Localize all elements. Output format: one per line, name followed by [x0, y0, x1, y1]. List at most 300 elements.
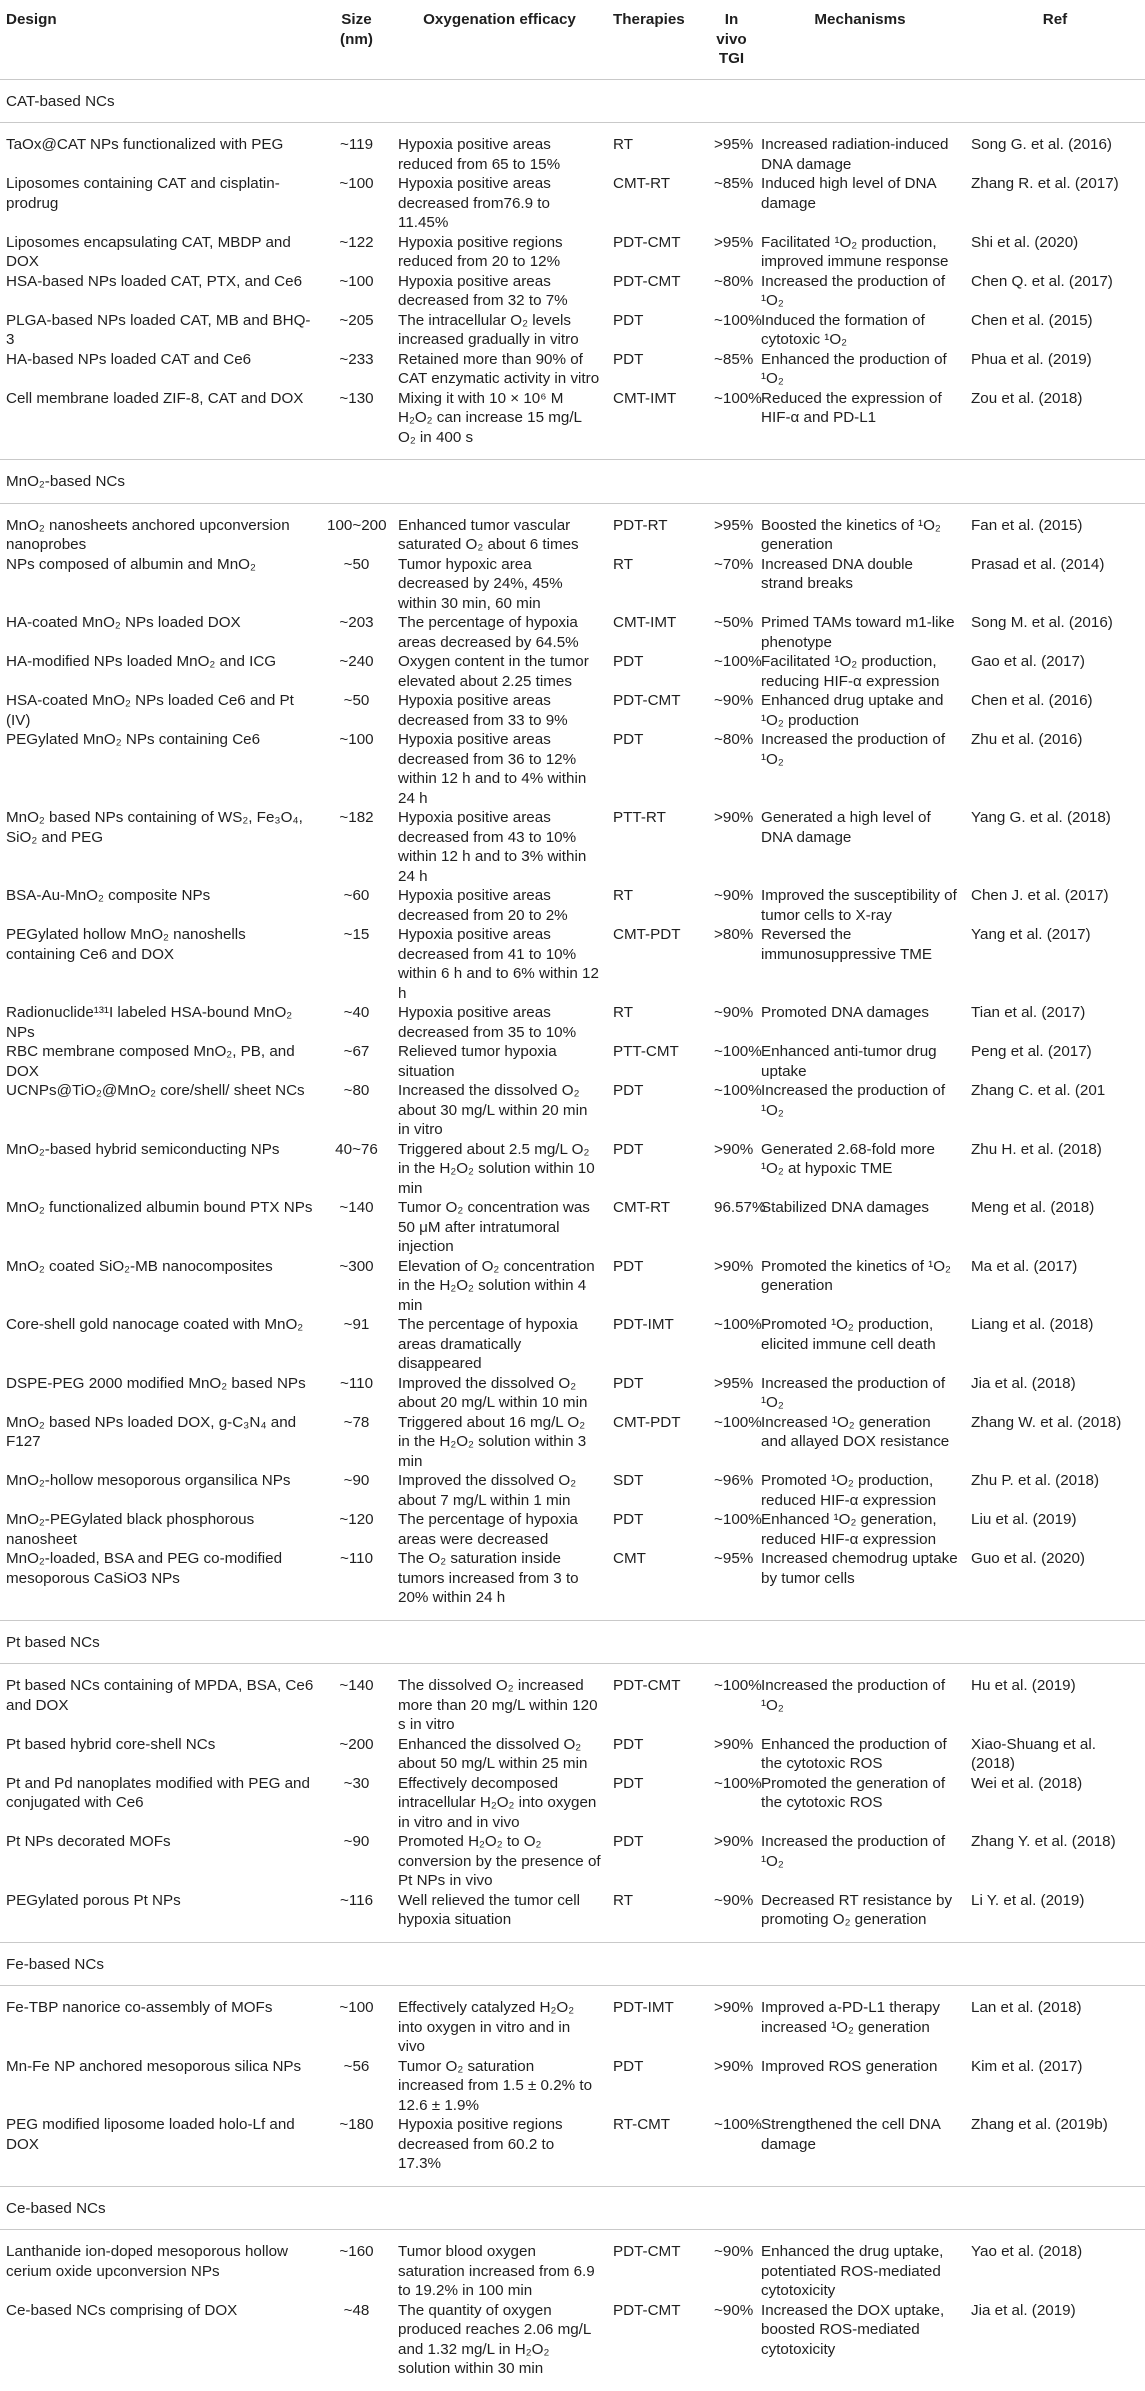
cell-mechanisms: Enhanced ¹O₂ generation, reduced HIF-α expression — [761, 1511, 937, 1548]
cell-mechanisms: Primed TAMs toward m1-like phenotype — [761, 614, 955, 651]
cell-design: MnO₂ nanosheets anchored upconversion nanoprobes — [6, 516, 290, 553]
cell-size: 40~76 — [335, 1140, 378, 1158]
table-row — [0, 233, 1145, 272]
cell-ref: Prasad et al. (2014) — [971, 555, 1105, 573]
table-row — [0, 691, 1145, 730]
cell-therapies: PDT-CMT — [613, 2301, 681, 2319]
cell-therapies: SDT — [613, 1472, 644, 1489]
cell-design: MnO₂-loaded, BSA and PEG co-modified mesoporous CaSiO3 NPs — [6, 1550, 283, 1587]
cell-mechanisms: Decreased RT resistance by promoting O₂ generation — [761, 1891, 953, 1928]
cell-therapies: RT — [613, 136, 633, 153]
cell-design: HA-modified NPs loaded MnO₂ and ICG — [6, 653, 277, 670]
cell-oxygenation: The intracellular O₂ levels increased gradually in vitro — [398, 311, 579, 348]
cell-ref: Chen Q. et al. (2017) — [971, 272, 1113, 290]
table-row — [0, 1832, 1145, 1891]
cell-ref: Liang et al. (2018) — [971, 1316, 1094, 1333]
cell-therapies: PDT-RT — [613, 516, 668, 534]
cell-therapies: RT — [613, 1004, 633, 1021]
cell-ref: Meng et al. (2018) — [971, 1199, 1095, 1216]
cell-therapies: RT — [613, 887, 633, 904]
header-oxygenation: Oxygenation efficacy — [392, 0, 607, 79]
cell-ref: Shi et al. (2020) — [971, 233, 1079, 251]
cell-ref: Zhang Y. et al. (2018) — [971, 1833, 1116, 1850]
cell-therapies: PTT-CMT — [613, 1043, 679, 1060]
table-row — [0, 1735, 1145, 1774]
table-row — [0, 1315, 1145, 1374]
cell-mechanisms: Promoted ¹O₂ production, reduced HIF-α expression — [761, 1472, 937, 1509]
cell-mechanisms: Promoted the kinetics of ¹O₂ generation — [761, 1257, 951, 1294]
cell-therapies: PDT — [613, 1774, 644, 1792]
cell-tgi: >90% — [714, 1140, 754, 1158]
cell-tgi: ~90% — [714, 692, 754, 709]
cell-design: Pt and Pd nanoplates modified with PEG and conjugated with Ce6 — [6, 1774, 310, 1811]
cell-design: PEGylated MnO₂ NPs containing Ce6 — [6, 731, 261, 748]
cell-mechanisms: Promoted ¹O₂ production, elicited immune cell death — [761, 1316, 936, 1353]
cell-therapies: CMT-RT — [613, 175, 671, 192]
cell-oxygenation: Hypoxia positive regions reduced from 20 to 12% — [398, 233, 563, 270]
cell-mechanisms: Facilitated ¹O₂ production, reducing HIF-α expression — [761, 653, 940, 690]
cell-therapies: PDT — [613, 1735, 644, 1753]
cell-tgi: ~100% — [714, 1043, 762, 1060]
cell-oxygenation: Well relieved the tumor cell hypoxia situation — [398, 1891, 581, 1928]
cell-therapies: PDT — [613, 1082, 644, 1099]
cell-oxygenation: The percentage of hypoxia areas were decreased — [398, 1511, 578, 1548]
cell-ref: Ma et al. (2017) — [971, 1257, 1078, 1275]
cell-mechanisms: Improved the susceptibility of tumor cells to X-ray — [761, 887, 957, 924]
cell-design: HSA-coated MnO₂ NPs loaded Ce6 and Pt (IV) — [6, 692, 294, 729]
table-row — [0, 2115, 1145, 2186]
cell-design: Pt based hybrid core-shell NCs — [6, 1735, 216, 1753]
group-title: MnO₂-based NCs — [0, 460, 1145, 504]
cell-size: ~122 — [339, 233, 374, 251]
cell-oxygenation: Triggered about 16 mg/L O₂ in the H₂O₂ solution within 3 min — [398, 1413, 587, 1470]
cell-size: ~180 — [339, 2116, 374, 2133]
cell-oxygenation: Effectively decomposed intracellular H₂O₂ into oxygen in vitro and in vivo — [398, 1774, 597, 1831]
cell-ref: Zhu P. et al. (2018) — [971, 1472, 1100, 1489]
cell-ref: Zhu H. et al. (2018) — [971, 1140, 1102, 1158]
cell-ref: Zhang W. et al. (2018) — [971, 1413, 1122, 1431]
cell-ref: Yang et al. (2017) — [971, 926, 1091, 943]
cell-size: ~100 — [339, 731, 374, 748]
cell-ref: Liu et al. (2019) — [971, 1511, 1077, 1528]
table-row — [0, 652, 1145, 691]
cell-ref: Zhang R. et al. (2017) — [971, 175, 1119, 192]
group-row — [0, 1620, 1145, 1664]
cell-ref: Zhang et al. (2019b) — [971, 2116, 1108, 2133]
cell-size: ~90 — [343, 1472, 370, 1489]
cell-oxygenation: Improved the dissolved O₂ about 7 mg/L within 1 min — [398, 1472, 577, 1509]
cell-tgi: 96.57% — [714, 1199, 766, 1216]
cell-therapies: PDT — [613, 1374, 644, 1392]
cell-oxygenation: Oxygen content in the tumor elevated about 2.25 times — [398, 653, 589, 690]
cell-therapies: CMT-IMT — [613, 389, 677, 407]
cell-ref: Lan et al. (2018) — [971, 1999, 1082, 2016]
cell-tgi: >90% — [714, 809, 754, 826]
cell-mechanisms: Reversed the immunosuppressive TME — [761, 926, 933, 963]
cell-ref: Jia et al. (2018) — [971, 1374, 1076, 1392]
cell-mechanisms: Increased the production of ¹O₂ — [761, 1833, 946, 1870]
cell-size: ~56 — [343, 2057, 370, 2075]
cell-tgi: ~100% — [714, 1511, 762, 1528]
cell-mechanisms: Increased ¹O₂ generation and allayed DOX resistance — [761, 1413, 950, 1450]
cell-oxygenation: Hypoxia positive areas decreased from 41 to 10% within 6 h and to 6% within 12 h — [398, 926, 599, 1002]
cell-ref: Tian et al. (2017) — [971, 1004, 1086, 1021]
cell-mechanisms: Enhanced the drug uptake, potentiated ROS-mediated cytotoxicity — [761, 2243, 944, 2299]
cell-size: ~205 — [339, 311, 374, 329]
cell-tgi: >95% — [714, 136, 754, 153]
cell-ref: Song M. et al. (2016) — [971, 614, 1113, 631]
cell-tgi: ~90% — [714, 887, 754, 904]
cell-tgi: ~100% — [714, 1774, 762, 1792]
cell-tgi: ~100% — [714, 1677, 762, 1694]
cell-size: ~80 — [343, 1082, 370, 1099]
cell-mechanisms: Increased the production of ¹O₂ — [761, 1082, 946, 1119]
cell-tgi: ~100% — [714, 1082, 762, 1099]
cell-mechanisms: Induced high level of DNA damage — [761, 175, 936, 212]
cell-oxygenation: Tumor O₂ concentration was 50 μM after intratumoral injection — [398, 1199, 590, 1255]
cell-ref: Zhu et al. (2016) — [971, 731, 1083, 748]
cell-mechanisms: Increased DNA double strand breaks — [761, 555, 913, 592]
cell-ref: Xiao-Shuang et al. (2018) — [971, 1735, 1096, 1772]
table-row — [0, 2301, 1145, 2391]
cell-ref: Guo et al. (2020) — [971, 1550, 1085, 1567]
table-row — [0, 123, 1145, 175]
cell-therapies: PDT-CMT — [613, 233, 681, 251]
cell-therapies: RT — [613, 555, 633, 573]
cell-therapies: CMT-PDT — [613, 926, 681, 943]
cell-mechanisms: Generated 2.68-fold more ¹O₂ at hypoxic TME — [761, 1140, 935, 1177]
cell-tgi: ~100% — [714, 311, 762, 329]
cell-therapies: PDT — [613, 731, 644, 748]
cell-ref: Chen et al. (2016) — [971, 692, 1093, 709]
table-row — [0, 1140, 1145, 1199]
cell-tgi: ~90% — [714, 1891, 754, 1909]
cell-design: HSA-based NPs loaded CAT, PTX, and Ce6 — [6, 272, 303, 290]
cell-size: ~240 — [339, 653, 374, 670]
cell-size: ~300 — [339, 1257, 374, 1275]
cell-design: Liposomes containing CAT and cisplatin-prodrug — [6, 175, 280, 212]
cell-mechanisms: Increased the production of ¹O₂ — [761, 731, 946, 768]
cell-mechanisms: Increased chemodrug uptake by tumor cells — [761, 1550, 958, 1587]
cell-oxygenation: Tumor blood oxygen saturation increased from 6.9 to 19.2% in 100 min — [398, 2243, 595, 2299]
cell-ref: Chen J. et al. (2017) — [971, 887, 1109, 904]
cell-mechanisms: Facilitated ¹O₂ production, improved immune response — [761, 233, 949, 270]
cell-design: MnO₂ based NPs containing of WS₂, Fe₃O₄, SiO₂ and PEG — [6, 809, 303, 846]
cell-design: PEGylated porous Pt NPs — [6, 1891, 181, 1909]
cell-ref: Zou et al. (2018) — [971, 389, 1083, 407]
cell-mechanisms: Boosted the kinetics of ¹O₂ generation — [761, 516, 941, 553]
cell-size: ~60 — [343, 887, 370, 904]
cell-size: ~233 — [339, 350, 374, 368]
table-row — [0, 1081, 1145, 1140]
cell-tgi: >90% — [714, 2057, 754, 2075]
cell-tgi: ~80% — [714, 731, 754, 748]
header-design: Design — [0, 0, 321, 79]
cell-design: MnO₂-PEGylated black phosphorous nanosheet — [6, 1511, 255, 1548]
cell-tgi: >90% — [714, 1257, 754, 1275]
cell-size: ~91 — [343, 1316, 370, 1333]
cell-design: RBC membrane composed MnO₂, PB, and DOX — [6, 1043, 295, 1080]
cell-mechanisms: Enhanced the production of ¹O₂ — [761, 350, 947, 387]
cell-size: ~200 — [339, 1735, 374, 1753]
group-title: Ce-based NCs — [0, 2186, 1145, 2230]
table-row — [0, 2230, 1145, 2301]
cell-design: MnO₂ functionalized albumin bound PTX NPs — [6, 1199, 313, 1216]
table-row — [0, 503, 1145, 555]
cell-oxygenation: Relieved tumor hypoxia situation — [398, 1043, 557, 1080]
cell-therapies: PTT-RT — [613, 809, 666, 826]
cell-mechanisms: Strengthened the cell DNA damage — [761, 2116, 940, 2153]
cell-tgi: >80% — [714, 926, 754, 943]
cell-tgi: ~100% — [714, 653, 762, 670]
cell-oxygenation: Promoted H₂O₂ to O₂ conversion by the presence of Pt NPs in vivo — [398, 1833, 601, 1889]
cell-oxygenation: The percentage of hypoxia areas dramatically disappeared — [398, 1316, 578, 1372]
table-row — [0, 1549, 1145, 1620]
cell-tgi: ~100% — [714, 389, 762, 407]
cell-ref: Wei et al. (2018) — [971, 1774, 1083, 1792]
cell-mechanisms: Enhanced the production of the cytotoxic ROS — [761, 1735, 947, 1772]
table-row — [0, 2057, 1145, 2116]
table-row — [0, 389, 1145, 460]
cell-tgi: ~50% — [714, 614, 754, 631]
cell-tgi: ~70% — [714, 555, 754, 573]
cell-mechanisms: Enhanced drug uptake and ¹O₂ production — [761, 692, 944, 729]
cell-design: Ce-based NCs comprising of DOX — [6, 2301, 238, 2319]
table-row — [0, 1664, 1145, 1735]
cell-size: ~50 — [343, 555, 370, 573]
cell-therapies: PDT-IMT — [613, 1999, 674, 2016]
cell-size: ~182 — [339, 809, 374, 826]
cell-design: Liposomes encapsulating CAT, MBDP and DOX — [6, 233, 291, 270]
cell-therapies: CMT-IMT — [613, 614, 677, 631]
cell-oxygenation: Hypoxia positive regions decreased from 60.2 to 17.3% — [398, 2116, 563, 2172]
cell-therapies: PDT-CMT — [613, 1677, 681, 1694]
cell-therapies: CMT-RT — [613, 1199, 671, 1216]
cell-ref: Yao et al. (2018) — [971, 2243, 1083, 2260]
table-row — [0, 1471, 1145, 1510]
cell-design: Core-shell gold nanocage coated with MnO₂ — [6, 1316, 304, 1333]
cell-oxygenation: Enhanced tumor vascular saturated O₂ about 6 times — [398, 516, 579, 553]
cell-mechanisms: Improved ROS generation — [761, 2057, 938, 2075]
cell-oxygenation: Hypoxia positive areas decreased from 43 to 10% within 12 h and to 3% within 24 h — [398, 809, 587, 885]
cell-design: HA-coated MnO₂ NPs loaded DOX — [6, 614, 241, 631]
cell-oxygenation: The O₂ saturation inside tumors increased from 3 to 20% within 24 h — [398, 1550, 579, 1606]
cell-design: Pt based NCs containing of MPDA, BSA, Ce6 and DOX — [6, 1677, 314, 1714]
cell-mechanisms: Increased the production of ¹O₂ — [761, 272, 946, 309]
cell-tgi: >95% — [714, 1374, 754, 1392]
cell-design: MnO₂-based hybrid semiconducting NPs — [6, 1140, 280, 1158]
cell-oxygenation: Retained more than 90% of CAT enzymatic activity in vitro — [398, 350, 600, 387]
table-row — [0, 886, 1145, 925]
cell-therapies: PDT-CMT — [613, 692, 681, 709]
cell-oxygenation: The quantity of oxygen produced reaches 2.06 mg/L and 1.32 mg/L in H₂O₂ solution within 30 min — [398, 2301, 591, 2377]
group-row — [0, 79, 1145, 123]
table-row — [0, 1042, 1145, 1081]
cell-tgi: ~95% — [714, 1550, 754, 1567]
cell-mechanisms: Improved a-PD-L1 therapy increased ¹O₂ generation — [761, 1999, 940, 2036]
cell-tgi: ~100% — [714, 2116, 762, 2133]
cell-design: BSA-Au-MnO₂ composite NPs — [6, 887, 211, 904]
table-row — [0, 808, 1145, 886]
cell-mechanisms: Increased the DOX uptake, boosted ROS-mediated cytotoxicity — [761, 2301, 945, 2358]
cell-design: Lanthanide ion-doped mesoporous hollow cerium oxide upconversion NPs — [6, 2243, 289, 2280]
cell-ref: Peng et al. (2017) — [971, 1043, 1092, 1060]
table-row — [0, 1198, 1145, 1257]
cell-size: ~120 — [339, 1511, 374, 1528]
cell-therapies: PDT-CMT — [613, 2243, 681, 2260]
group-row — [0, 460, 1145, 504]
cell-size: ~140 — [339, 1199, 374, 1216]
cell-design: PLGA-based NPs loaded CAT, MB and BHQ-3 — [6, 311, 311, 348]
group-title: Pt based NCs — [0, 1620, 1145, 1664]
cell-mechanisms: Promoted DNA damages — [761, 1004, 929, 1021]
table-row — [0, 555, 1145, 614]
cell-design: TaOx@CAT NPs functionalized with PEG — [6, 136, 284, 153]
cell-design: PEGylated hollow MnO₂ nanoshells containing Ce6 and DOX — [6, 926, 246, 963]
table-row — [0, 1003, 1145, 1042]
cell-size: ~130 — [339, 389, 374, 407]
cell-tgi: ~90% — [714, 1004, 754, 1021]
cell-size: ~30 — [343, 1774, 370, 1792]
cell-ref: Hu et al. (2019) — [971, 1677, 1076, 1694]
cell-size: ~15 — [343, 926, 370, 943]
cell-size: ~40 — [343, 1004, 370, 1021]
table-row — [0, 272, 1145, 311]
group-row — [0, 1942, 1145, 1986]
cell-oxygenation: Improved the dissolved O₂ about 20 mg/L within 10 min — [398, 1374, 588, 1411]
cell-mechanisms: Generated a high level of DNA damage — [761, 809, 931, 846]
cell-size: ~78 — [343, 1413, 370, 1431]
table-row — [0, 1891, 1145, 1943]
cell-size: ~140 — [339, 1677, 374, 1694]
cell-ref: Kim et al. (2017) — [971, 2057, 1083, 2075]
cell-design: MnO₂ based NPs loaded DOX, g-C₃N₄ and F127 — [6, 1413, 297, 1450]
cell-mechanisms: Increased the production of ¹O₂ — [761, 1374, 946, 1411]
cell-therapies: PDT — [613, 653, 644, 670]
cell-size: ~67 — [343, 1043, 370, 1060]
cell-ref: Zhang C. et al. (201 — [971, 1082, 1106, 1099]
table-row — [0, 613, 1145, 652]
cell-oxygenation: Tumor O₂ saturation increased from 1.5 ± 0.2% to 12.6 ± 1.9% — [398, 2057, 593, 2114]
cell-therapies: PDT — [613, 2057, 644, 2075]
table-row — [0, 350, 1145, 389]
cell-mechanisms: Reduced the expression of HIF-α and PD-L1 — [761, 389, 942, 426]
header-ref: Ref — [965, 0, 1145, 79]
table-row — [0, 1986, 1145, 2057]
cell-size: ~110 — [339, 1374, 374, 1392]
cell-design: Mn-Fe NP anchored mesoporous silica NPs — [6, 2057, 302, 2075]
cell-oxygenation: Hypoxia positive areas decreased from 36 to 12% within 12 h and to 4% within 24 h — [398, 731, 587, 807]
cell-size: ~90 — [343, 1833, 370, 1850]
cell-size: ~160 — [339, 2243, 374, 2260]
table-row — [0, 1774, 1145, 1833]
cell-size: ~100 — [339, 272, 374, 290]
cell-ref: Jia et al. (2019) — [971, 2301, 1076, 2319]
cell-design: HA-based NPs loaded CAT and Ce6 — [6, 350, 252, 368]
header-tgi: In vivo TGI — [708, 0, 755, 79]
cell-design: Pt NPs decorated MOFs — [6, 1833, 171, 1850]
cell-oxygenation: Tumor hypoxic area decreased by 24%, 45% within 30 min, 60 min — [398, 555, 563, 612]
table-row — [0, 1510, 1145, 1549]
cell-oxygenation: Effectively catalyzed H₂O₂ into oxygen in vitro and in vivo — [398, 1999, 575, 2055]
cell-therapies: PDT — [613, 350, 644, 368]
cell-tgi: ~80% — [714, 272, 754, 290]
cell-mechanisms: Induced the formation of cytotoxic ¹O₂ — [761, 311, 925, 348]
cell-design: UCNPs@TiO₂@MnO₂ core/shell/ sheet NCs — [6, 1082, 305, 1099]
cell-size: ~50 — [343, 692, 370, 709]
cell-oxygenation: Increased the dissolved O₂ about 30 mg/L within 20 min in vitro — [398, 1082, 588, 1138]
cell-therapies: CMT — [613, 1550, 646, 1567]
cell-size: ~100 — [339, 175, 374, 192]
cell-design: Cell membrane loaded ZIF-8, CAT and DOX — [6, 389, 304, 407]
cell-design: PEG modified liposome loaded holo-Lf and DOX — [6, 2116, 295, 2153]
cell-design: MnO₂-hollow mesoporous organsilica NPs — [6, 1472, 291, 1489]
cell-tgi: ~90% — [714, 2243, 754, 2260]
cell-oxygenation: The percentage of hypoxia areas decreased by 64.5% — [398, 614, 579, 651]
cell-oxygenation: Hypoxia positive areas decreased from 33 to 9% — [398, 692, 568, 729]
table-row — [0, 1413, 1145, 1472]
cell-therapies: PDT — [613, 1257, 644, 1275]
header-size: Size (nm) — [321, 0, 392, 79]
cell-oxygenation: Triggered about 2.5 mg/L O₂ in the H₂O₂ solution within 10 min — [398, 1140, 595, 1197]
table-row — [0, 174, 1145, 233]
table-row — [0, 730, 1145, 808]
cell-design: Radionuclide¹³¹I labeled HSA-bound MnO₂ NPs — [6, 1004, 293, 1041]
table-row — [0, 925, 1145, 1003]
cell-tgi: >90% — [714, 1735, 754, 1753]
header-mechanisms: Mechanisms — [755, 0, 965, 79]
cell-oxygenation: Hypoxia positive areas reduced from 65 to 15% — [398, 136, 561, 173]
cell-size: ~100 — [339, 1999, 374, 2016]
cell-oxygenation: Mixing it with 10 × 10⁶ M H₂O₂ can increase 15 mg/L O₂ in 400 s — [398, 389, 582, 446]
cell-oxygenation: Hypoxia positive areas decreased from76.9 to 11.45% — [398, 175, 551, 231]
cell-therapies: PDT — [613, 1511, 644, 1528]
cell-oxygenation: Hypoxia positive areas decreased from 32 to 7% — [398, 272, 568, 309]
header-therapies: Therapies — [607, 0, 708, 79]
cell-tgi: ~90% — [714, 2301, 754, 2319]
cell-tgi: ~85% — [714, 350, 754, 368]
cell-therapies: PDT — [613, 311, 644, 329]
cell-therapies: CMT-PDT — [613, 1413, 681, 1431]
cell-size: ~119 — [339, 136, 374, 153]
cell-oxygenation: Elevation of O₂ concentration in the H₂O₂ solution within 4 min — [398, 1257, 595, 1314]
cell-design: Fe-TBP nanorice co-assembly of MOFs — [6, 1999, 273, 2016]
group-row — [0, 2186, 1145, 2230]
cell-size: ~48 — [343, 2301, 370, 2319]
cell-tgi: >90% — [714, 1833, 754, 1850]
cell-mechanisms: Increased radiation-induced DNA damage — [761, 136, 949, 173]
cell-tgi: >90% — [714, 1999, 754, 2016]
cell-design: NPs composed of albumin and MnO₂ — [6, 555, 256, 573]
cell-size: ~203 — [339, 614, 374, 631]
cell-mechanisms: Increased the production of ¹O₂ — [761, 1677, 946, 1714]
cell-tgi: ~96% — [714, 1472, 754, 1489]
cell-ref: Yang G. et al. (2018) — [971, 809, 1111, 826]
table-row — [0, 1374, 1145, 1413]
group-title: CAT-based NCs — [0, 79, 1145, 123]
cell-ref: Gao et al. (2017) — [971, 653, 1085, 670]
cell-tgi: ~100% — [714, 1413, 762, 1431]
cell-tgi: ~85% — [714, 175, 754, 192]
header-row — [0, 0, 1145, 79]
group-title: Fe-based NCs — [0, 1942, 1145, 1986]
cell-therapies: RT-CMT — [613, 2116, 671, 2133]
cell-mechanisms: Enhanced anti-tumor drug uptake — [761, 1043, 937, 1080]
cell-therapies: PDT — [613, 1833, 644, 1850]
cell-mechanisms: Stabilized DNA damages — [761, 1199, 929, 1216]
cell-tgi: >95% — [714, 233, 754, 251]
cell-therapies: PDT-IMT — [613, 1316, 674, 1333]
